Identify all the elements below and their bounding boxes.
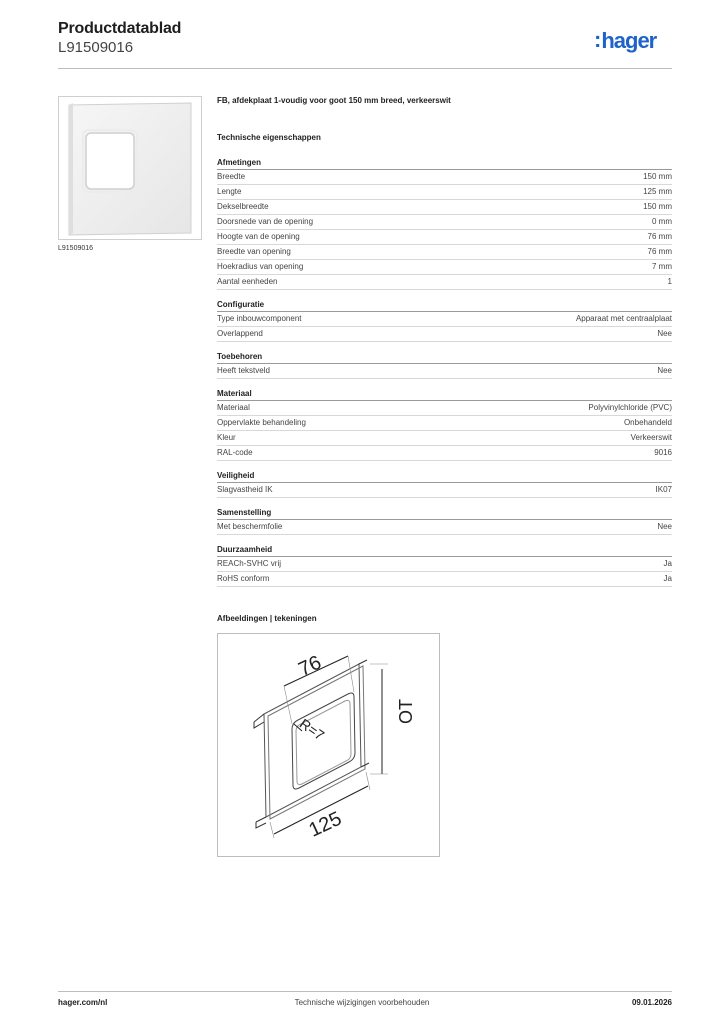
header-divider <box>58 68 672 69</box>
specifications-panel <box>217 96 672 597</box>
footer-disclaimer: Technische wijzigingen voorbehouden <box>294 998 430 1007</box>
spec-row <box>217 520 672 535</box>
footer-divider <box>58 991 672 992</box>
spec-label: Met beschermfolie <box>217 522 283 531</box>
spec-label: Materiaal <box>217 403 250 412</box>
section-title: Samenstelling <box>217 508 672 520</box>
section-title: Configuratie <box>217 300 672 312</box>
spec-row <box>217 215 672 230</box>
spec-value: 150 mm <box>643 172 672 181</box>
spec-value: Onbehandeld <box>623 418 672 427</box>
product-description: FB, afdekplaat 1-voudig voor goot 150 mm breed, verkeerswit <box>217 96 451 105</box>
dim-side-label: OT <box>396 699 416 724</box>
technical-drawing <box>217 633 440 857</box>
spec-section <box>217 471 672 498</box>
product-thumbnail <box>58 96 202 240</box>
spec-label: Kleur <box>217 433 236 442</box>
spec-value: IK07 <box>655 485 672 494</box>
spec-section <box>217 545 672 587</box>
spec-row <box>217 431 672 446</box>
dimension-drawing <box>218 634 439 856</box>
spec-section <box>217 158 672 290</box>
spec-label: REACh-SVHC vrij <box>217 559 282 568</box>
spec-label: Overlappend <box>217 329 263 338</box>
spec-value: Verkeerswit <box>630 433 672 442</box>
spec-value: 9016 <box>654 448 672 457</box>
spec-label: Lengte <box>217 187 242 196</box>
spec-label: Breedte <box>217 172 246 181</box>
spec-value: 125 mm <box>643 187 672 196</box>
spec-row <box>217 185 672 200</box>
spec-value: 76 mm <box>647 232 672 241</box>
tech-properties-title: Technische eigenschappen <box>217 133 321 142</box>
spec-row <box>217 312 672 327</box>
spec-row <box>217 275 672 290</box>
spec-value: 1 <box>667 277 672 286</box>
footer-date: 09.01.2026 <box>631 998 672 1007</box>
dim-bottom-label: 125 <box>305 807 346 842</box>
logo-dots-icon: : <box>594 27 601 52</box>
images-title: Afbeeldingen | tekeningen <box>217 614 317 623</box>
section-title: Toebehoren <box>217 352 672 364</box>
spec-row <box>217 260 672 275</box>
page-title: Productdatablad <box>58 20 182 37</box>
spec-row <box>217 230 672 245</box>
dim-radius-label: R=7 <box>296 715 328 744</box>
cover-plate-image <box>59 97 201 239</box>
spec-row <box>217 200 672 215</box>
spec-row <box>217 327 672 342</box>
spec-label: Dekselbreedte <box>217 202 269 211</box>
dim-top-label: 76 <box>295 651 325 681</box>
spec-row <box>217 572 672 587</box>
spec-section <box>217 352 672 379</box>
spec-row <box>217 364 672 379</box>
spec-row <box>217 401 672 416</box>
spec-value: 0 mm <box>652 217 672 226</box>
spec-value: Polyvinylchloride (PVC) <box>588 403 672 412</box>
spec-value: Ja <box>663 559 672 568</box>
spec-label: Breedte van opening <box>217 247 291 256</box>
section-title: Materiaal <box>217 389 672 401</box>
spec-value: 150 mm <box>643 202 672 211</box>
hager-logo <box>594 28 656 54</box>
spec-row <box>217 170 672 185</box>
spec-label: Heeft tekstveld <box>217 366 270 375</box>
spec-label: Hoogte van de opening <box>217 232 300 241</box>
spec-label: Hoekradius van opening <box>217 262 304 271</box>
spec-value: Nee <box>657 366 672 375</box>
spec-value: Nee <box>657 329 672 338</box>
spec-sections <box>217 158 672 587</box>
spec-label: RoHS conform <box>217 574 270 583</box>
spec-row <box>217 557 672 572</box>
section-title: Afmetingen <box>217 158 672 170</box>
logo-text: hager <box>601 28 657 53</box>
spec-row <box>217 483 672 498</box>
spec-section <box>217 300 672 342</box>
spec-section <box>217 389 672 461</box>
spec-label: Type inbouwcomponent <box>217 314 302 323</box>
spec-section <box>217 508 672 535</box>
spec-row <box>217 416 672 431</box>
spec-value: 7 mm <box>652 262 672 271</box>
spec-label: Doorsnede van de opening <box>217 217 314 226</box>
spec-label: RAL-code <box>217 448 253 457</box>
footer-website-link[interactable]: hager.com/nl <box>58 998 108 1007</box>
product-number: L91509016 <box>58 39 134 56</box>
thumbnail-caption: L91509016 <box>58 245 94 252</box>
spec-value: 76 mm <box>647 247 672 256</box>
spec-label: Slagvastheid IK <box>217 485 273 494</box>
section-title: Veiligheid <box>217 471 672 483</box>
section-title: Duurzaamheid <box>217 545 672 557</box>
spec-value: Nee <box>657 522 672 531</box>
spec-row <box>217 446 672 461</box>
spec-value: Apparaat met centraalplaat <box>575 314 672 323</box>
spec-value: Ja <box>663 574 672 583</box>
spec-label: Oppervlakte behandeling <box>217 418 306 427</box>
spec-row <box>217 245 672 260</box>
spec-label: Aantal eenheden <box>217 277 278 286</box>
